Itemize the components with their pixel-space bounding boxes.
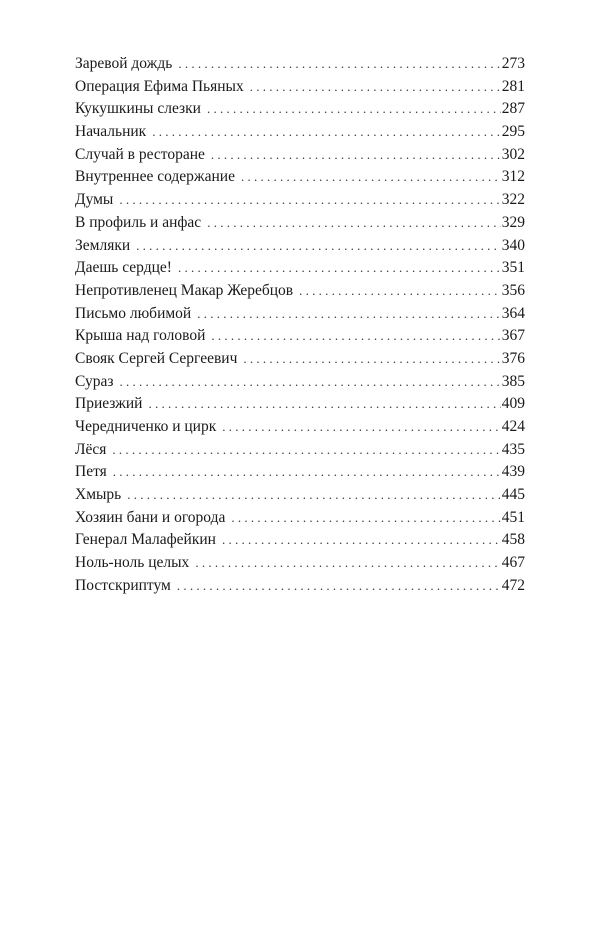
toc-entry [75,98,525,121]
dot-leader [119,371,500,394]
toc-entry-page-number: 367 [501,327,525,345]
toc-entry [75,348,525,371]
dot-leader [222,416,501,439]
dot-leader [207,98,501,121]
toc-entry-page-number: 439 [501,463,525,481]
toc-entry [75,189,525,212]
toc-entry-page-number: 451 [501,508,525,526]
dot-leader [195,552,500,575]
toc-entry-page-number: 458 [501,531,525,549]
toc-entry-title: В профиль и анфас [75,213,202,231]
dot-leader [178,53,500,76]
toc-entry-title: Свояк Сергей Сергеевич [75,349,238,367]
toc-entry-title: Кукушкины слезки [75,100,201,118]
toc-entry-title: Операция Ефима Пьяных [75,77,244,95]
toc-entry [75,575,525,598]
toc-entry [75,507,525,530]
toc-entry [75,439,525,462]
toc-entry [75,166,525,189]
toc-entry-title: Петя [75,463,107,481]
toc-entry-page-number: 472 [501,576,525,594]
dot-leader [197,303,501,326]
toc-entry-title: Начальник [75,123,147,141]
toc-entry [75,393,525,416]
toc-entry-title: Непротивленец Макар Жеребцов [75,281,294,299]
toc-entry [75,416,525,439]
dot-leader [177,575,501,598]
toc-entry [75,484,525,507]
toc-entry [75,552,525,575]
toc-entry [75,76,525,99]
toc-entry-title: Земляки [75,236,131,254]
toc-entry-title: Хозяин бани и огорода [75,508,226,526]
toc-entry [75,212,525,235]
toc-entry [75,53,525,76]
toc-entry-page-number: 445 [501,486,525,504]
dot-leader [211,144,501,167]
toc-entry-title: Ноль-ноль целых [75,554,190,572]
toc-entry-title: Лёся [75,440,107,458]
dot-leader [136,235,501,258]
toc-entry-title: Заревой дождь [75,55,173,72]
toc-entry-title: Крыша над головой [75,327,206,345]
toc-entry [75,121,525,144]
toc-entry-title: Письмо любимой [75,304,192,322]
dot-leader [178,257,501,280]
toc-entry-page-number: 340 [501,236,525,254]
toc-entry-page-number: 424 [501,418,525,435]
toc-entry-page-number: 329 [501,213,525,231]
toc-entry-title: Хмырь [75,486,122,504]
toc-entry [75,325,525,348]
toc-entry [75,371,525,394]
toc-entry [75,144,525,167]
toc-entry-title: Сураз [75,372,114,390]
toc-entry [75,303,525,326]
toc-entry-page-number: 356 [501,281,525,299]
toc-entry-title: Внутреннее содержание [75,168,235,186]
dot-leader [152,121,501,144]
toc-entry-title: Постскриптум [75,576,171,594]
dot-leader [207,212,501,235]
dot-leader [299,280,501,303]
toc-entry-title: Чередниченко и цирк [75,418,217,435]
toc-entry-title: Генерал Малафейкин [75,531,216,549]
table-of-contents [75,53,525,598]
toc-entry [75,529,525,552]
toc-entry-title: Случай в ресторане [75,145,205,163]
toc-entry-page-number: 312 [501,168,525,186]
toc-entry-page-number: 287 [501,100,525,118]
toc-entry-page-number: 295 [501,123,525,141]
dot-leader [113,461,501,484]
dot-leader [127,484,501,507]
dot-leader [243,348,500,371]
toc-entry-title: Приезжий [75,395,143,413]
toc-entry-page-number: 302 [501,145,525,163]
dot-leader [112,439,500,462]
dot-leader [211,325,500,348]
dot-leader [148,393,500,416]
toc-entry-title: Думы [75,191,114,209]
toc-entry-page-number: 273 [501,55,525,72]
toc-entry-page-number: 376 [501,349,525,367]
toc-entry [75,280,525,303]
dot-leader [222,529,501,552]
toc-entry-page-number: 364 [501,304,525,322]
toc-entry-page-number: 409 [501,395,525,413]
dot-leader [250,76,501,99]
toc-entry-page-number: 322 [501,191,525,209]
dot-leader [241,166,501,189]
toc-entry-page-number: 351 [501,259,525,277]
toc-entry-page-number: 385 [501,372,525,390]
dot-leader [119,189,500,212]
dot-leader [231,507,500,530]
toc-entry-page-number: 281 [501,77,525,95]
toc-entry-page-number: 435 [501,440,525,458]
toc-entry [75,461,525,484]
toc-entry-page-number: 467 [501,554,525,572]
toc-entry [75,257,525,280]
toc-entry-title: Даешь сердце! [75,259,172,277]
toc-entry [75,235,525,258]
